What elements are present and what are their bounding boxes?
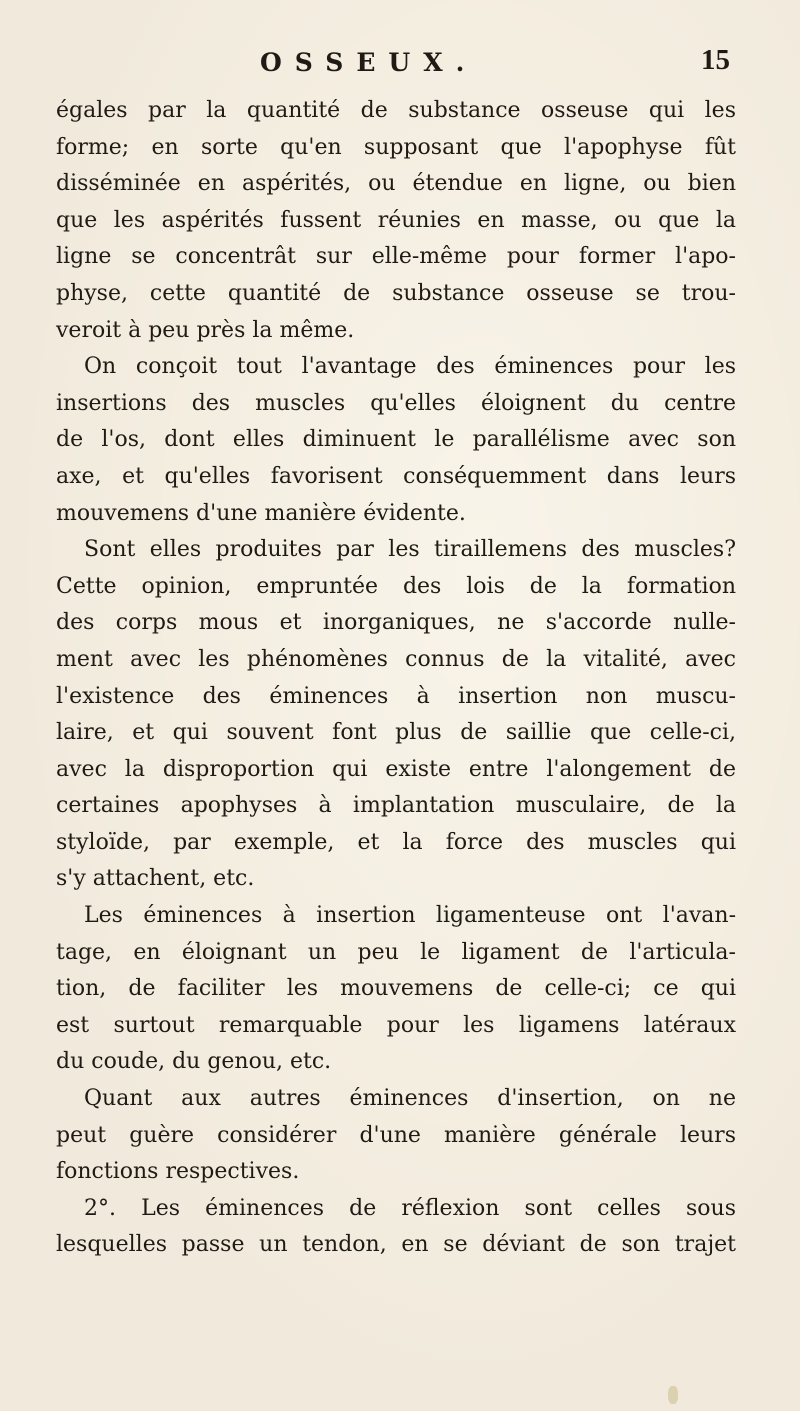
text-line: égales par la quantité de substance osseuse qui les (56, 98, 736, 123)
text-line: avec la disproportion qui existe entre l'alongement de (56, 756, 736, 782)
text-line: Quant aux autres éminences d'insertion, on ne (84, 1086, 736, 1112)
text-line: s'y attachent, etc. (56, 866, 255, 892)
text-line: mouvemens d'une manière évidente. (56, 500, 466, 526)
text-line: Cette opinion, empruntée des lois de la formation (56, 573, 736, 599)
text-line: est surtout remarquable pour les ligamens latéraux (56, 1012, 736, 1038)
running-head (260, 44, 730, 88)
text-line: du coude, du genou, etc. (56, 1049, 332, 1075)
text-line: peut guère considérer d'une manière générale leurs (56, 1122, 736, 1148)
text-line: On conçoit tout l'avantage des éminences pour les (84, 354, 736, 380)
text-line: Sont elles produites par les tiraillemens des muscles? (84, 537, 736, 563)
text-line: fonctions respectives. (56, 1159, 300, 1185)
text-line: physe, cette quantité de substance osseuse se trou- (56, 280, 736, 306)
text-line: 2°. Les éminences de réflexion sont celles sous (84, 1195, 736, 1221)
text-line: insertions des muscles qu'elles éloignent du centre (56, 390, 736, 416)
text-line: lesquelles passe un tendon, en se déviant de son trajet (56, 1232, 736, 1258)
paper-stain (668, 1386, 678, 1404)
page-number: 15 (701, 44, 730, 76)
text-line: styloïde, par exemple, et la force des muscles qui (56, 829, 736, 855)
text-line: ligne se concentrât sur elle-même pour former l'apo- (56, 244, 736, 270)
text-line: des corps mous et inorganiques, ne s'accorde nulle- (56, 610, 736, 636)
text-line: veroit à peu près la même. (56, 317, 355, 343)
text-line: Les éminences à insertion ligamenteuse ont l'avan- (84, 903, 736, 929)
text-line: que les aspérités fussent réunies en masse, ou que la (56, 207, 736, 233)
text-line: disséminée en aspérités, ou étendue en ligne, ou bien (56, 171, 736, 197)
text-line: tage, en éloignant un peu le ligament de l'articula- (56, 939, 736, 965)
text-line: axe, et qu'elles favorisent conséquemment dans leurs (56, 463, 736, 489)
text-line: ment avec les phénomènes connus de la vitalité, avec (56, 646, 736, 672)
text-line: de l'os, dont elles diminuent le parallélisme avec son (56, 427, 736, 453)
text-line: certaines apophyses à implantation musculaire, de la (56, 793, 736, 819)
text-line: l'existence des éminences à insertion non muscu- (56, 683, 736, 709)
body-text (56, 93, 736, 1264)
running-title: OSSEUX. (260, 48, 478, 77)
text-line: laire, et qui souvent font plus de saillie que celle-ci, (56, 720, 736, 746)
text-line: forme; en sorte qu'en supposant que l'apophyse fût (56, 134, 736, 160)
text-line: tion, de faciliter les mouvemens de celle-ci; ce qui (56, 976, 736, 1002)
